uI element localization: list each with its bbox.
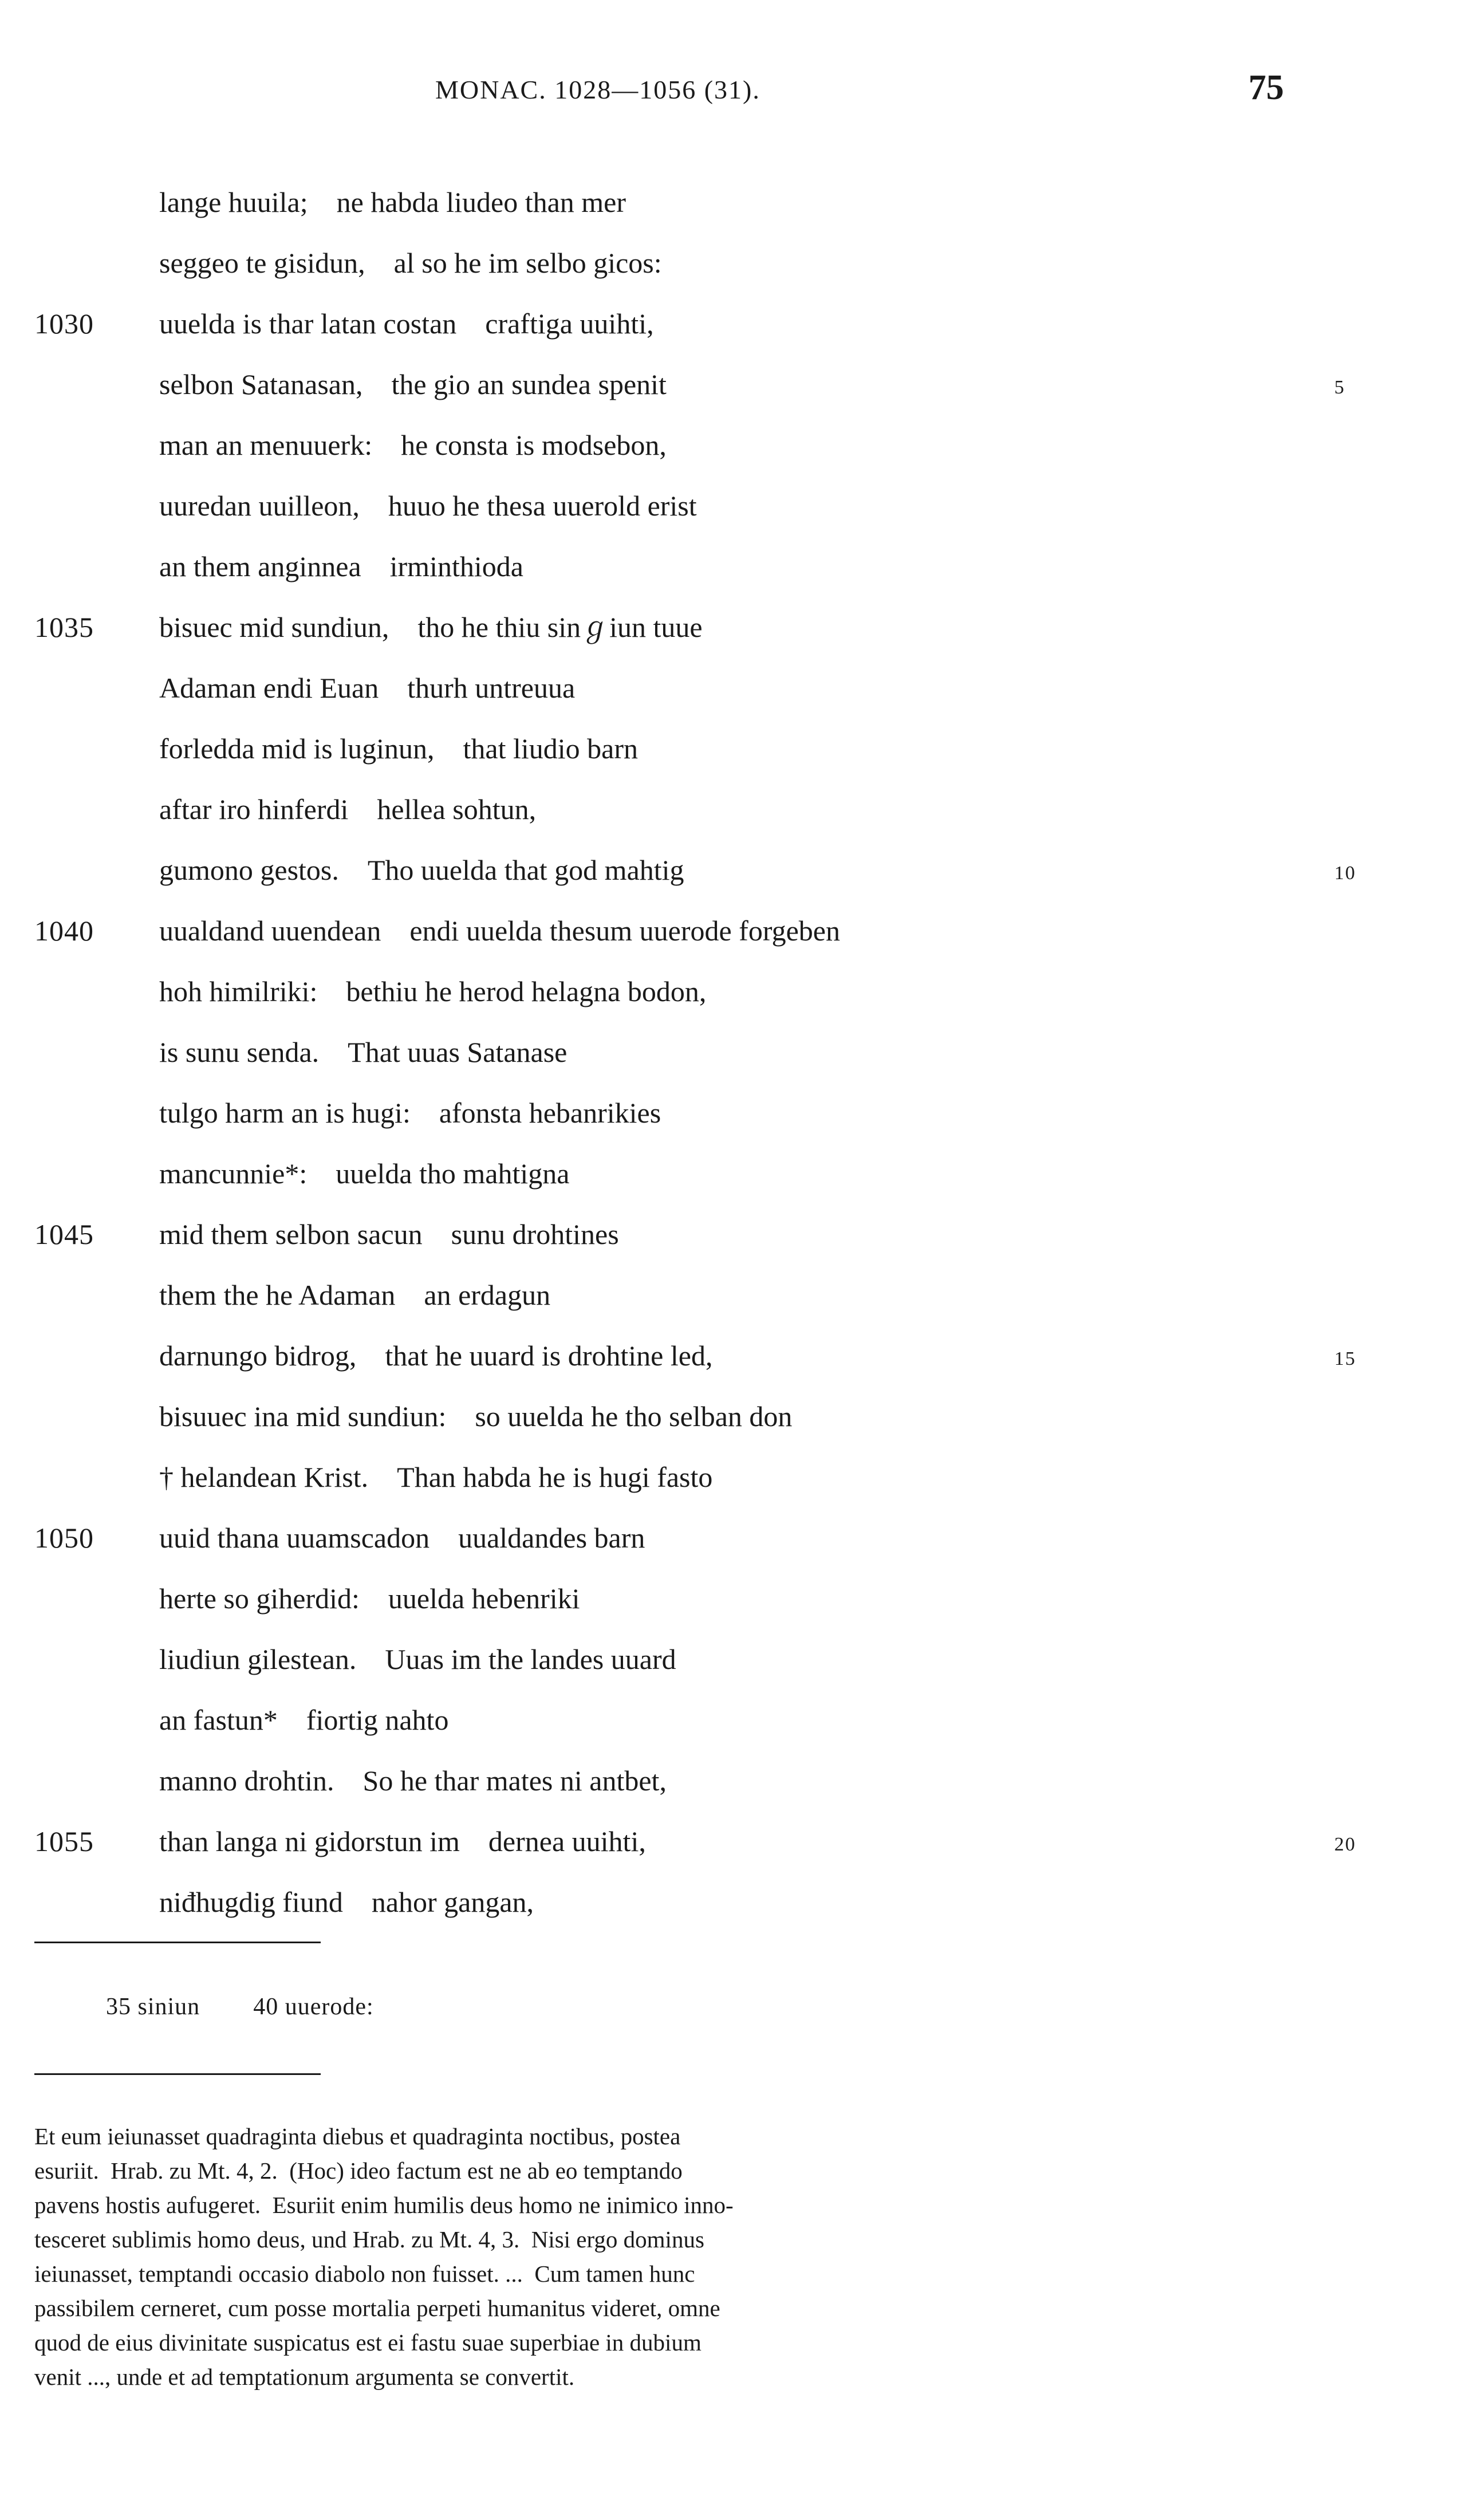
verse-right-number: 5 — [1334, 377, 1345, 398]
verse-text: an them anginnea irminthioda — [159, 550, 523, 582]
verse-text: is sunu senda. That uuas Satanase — [159, 1036, 568, 1068]
verse-line — [0, 1143, 1466, 1204]
verse-line — [0, 1022, 1466, 1082]
verse-text: darnungo bidrog, that he uuard is drohtine led, — [159, 1340, 713, 1372]
verse-line — [0, 718, 1466, 779]
verse-line — [0, 779, 1466, 840]
page-header — [0, 0, 1466, 107]
verse-text: Adaman endi Euan thurh untreuua — [159, 672, 576, 704]
verse-text: an fastun* fiortig nahto — [159, 1704, 449, 1736]
verse-text: uuelda is thar latan costan craftiga uuihti, — [159, 308, 654, 340]
verse-line — [0, 1568, 1466, 1629]
verse-text: than langa ni gidorstun im dernea uuihti, — [159, 1825, 646, 1857]
verse-text: selbon Satanasan, the gio an sundea spenit — [159, 368, 667, 400]
verse-text: bisuuec ina mid sundiun: so uuelda he tho selban don — [159, 1400, 793, 1432]
verse-line — [0, 1204, 1466, 1265]
verse-text: † helandean Krist. Than habda he is hugi fasto — [159, 1461, 713, 1493]
page-number: 75 — [1248, 68, 1284, 107]
verse-text: lange huuila; ne habda liudeo than mer — [159, 186, 626, 218]
verse-line — [0, 1265, 1466, 1325]
verse-text: hoh himilriki: bethiu he herod helagna bodon, — [159, 975, 707, 1007]
verse-text: herte so giherdid: uuelda hebenriki — [159, 1582, 580, 1615]
verse-line — [0, 1507, 1466, 1568]
verse-line — [0, 597, 1466, 657]
verse-line — [0, 840, 1466, 900]
verse-line — [0, 354, 1466, 415]
verse-line — [0, 1325, 1466, 1386]
verse-number: 1040 — [34, 915, 94, 947]
verse-text: man an menuuerk: he consta is modsebon, — [159, 429, 667, 461]
apparatus-entry: 35 siniun — [106, 1994, 200, 2020]
verse-line — [0, 536, 1466, 597]
verse-text: aftar iro hinferdi hellea sohtun, — [159, 793, 537, 825]
verse-line — [0, 1447, 1466, 1507]
verse-line — [0, 1629, 1466, 1690]
verse-line — [0, 961, 1466, 1022]
verse-block — [0, 172, 1466, 1932]
verse-line — [0, 657, 1466, 718]
footnote-line: ieiunasset, temptandi occasio diabolo non fuisset. ... Cum tamen hunc — [34, 2261, 695, 2287]
apparatus-rule — [34, 1942, 321, 1943]
verse-line — [0, 233, 1466, 293]
verse-line — [0, 1750, 1466, 1811]
footnote-line: Et eum ieiunasset quadraginta diebus et quadraginta noctibus, postea — [34, 2123, 681, 2149]
footnote-line: venit ..., unde et ad temptationum argumenta se convertit. — [34, 2364, 575, 2390]
verse-text: uuid thana uuamscadon uualdandes barn — [159, 1522, 645, 1554]
verse-number: 1055 — [34, 1825, 94, 1857]
verse-line — [0, 172, 1466, 233]
apparatus-notes — [106, 1993, 374, 2021]
footnote-line: passibilem cerneret, cum posse mortalia perpeti humanitus videret, omne — [34, 2295, 720, 2321]
verse-line — [0, 1386, 1466, 1447]
footnote-rule — [34, 2073, 321, 2075]
verse-text: mid them selbon sacun sunu drohtines — [159, 1218, 619, 1250]
verse-text: uuredan uuilleon, huuo he thesa uuerold erist — [159, 490, 697, 522]
footnote-line: quod de eius divinitate suspicatus est ei fastu suae superbiae in dubium — [34, 2329, 702, 2356]
running-head: MONAC. 1028—1056 (31). — [435, 75, 760, 104]
verse-text: liudiun gilestean. Uuas im the landes uuard — [159, 1643, 676, 1675]
verse-line — [0, 475, 1466, 536]
verse-right-number: 15 — [1334, 1348, 1356, 1369]
verse-number: 1050 — [34, 1522, 94, 1554]
verse-text: manno drohtin. So he thar mates ni antbet, — [159, 1765, 667, 1797]
verse-text: uualdand uuendean endi uuelda thesum uuerode forgeben — [159, 915, 840, 947]
verse-number: 1035 — [34, 611, 94, 643]
verse-text: forledda mid is luginun, that liudio barn — [159, 733, 638, 765]
verse-text: bisuec mid sundiun, tho he thiu sinℊiun tuue — [159, 611, 703, 643]
verse-right-number: 20 — [1334, 1834, 1356, 1855]
apparatus-entry: 40 uuerode: — [253, 1994, 374, 2020]
verse-line — [0, 1811, 1466, 1872]
footnote-line: esuriit. Hrab. zu Mt. 4, 2. (Hoc) ideo factum est ne ab eo temptando — [34, 2157, 683, 2184]
verse-text: gumono gestos. Tho uuelda that god mahtig — [159, 854, 684, 886]
footnote-line: pavens hostis aufugeret. Esuriit enim humilis deus homo ne inimico inno- — [34, 2192, 734, 2218]
verse-line — [0, 415, 1466, 475]
verse-text: niđhugdig fiund nahor gangan, — [159, 1886, 534, 1918]
verse-line — [0, 1690, 1466, 1750]
footnote-line: tesceret sublimis homo deus, und Hrab. zu Mt. 4, 3. Nisi ergo dominus — [34, 2226, 704, 2253]
verse-text: tulgo harm an is hugi: afonsta hebanrikies — [159, 1097, 661, 1129]
latin-footnote — [34, 2119, 1357, 2394]
verse-line — [0, 1082, 1466, 1143]
verse-line — [0, 1872, 1466, 1932]
verse-right-number: 10 — [1334, 863, 1356, 884]
verse-number: 1030 — [34, 308, 94, 340]
verse-text: mancunnie*: uuelda tho mahtigna — [159, 1157, 570, 1190]
verse-number: 1045 — [34, 1218, 94, 1250]
verse-line — [0, 293, 1466, 354]
verse-line — [0, 900, 1466, 961]
verse-text: seggeo te gisidun, al so he im selbo gicos: — [159, 247, 662, 279]
verse-text: them the he Adaman an erdagun — [159, 1279, 551, 1311]
